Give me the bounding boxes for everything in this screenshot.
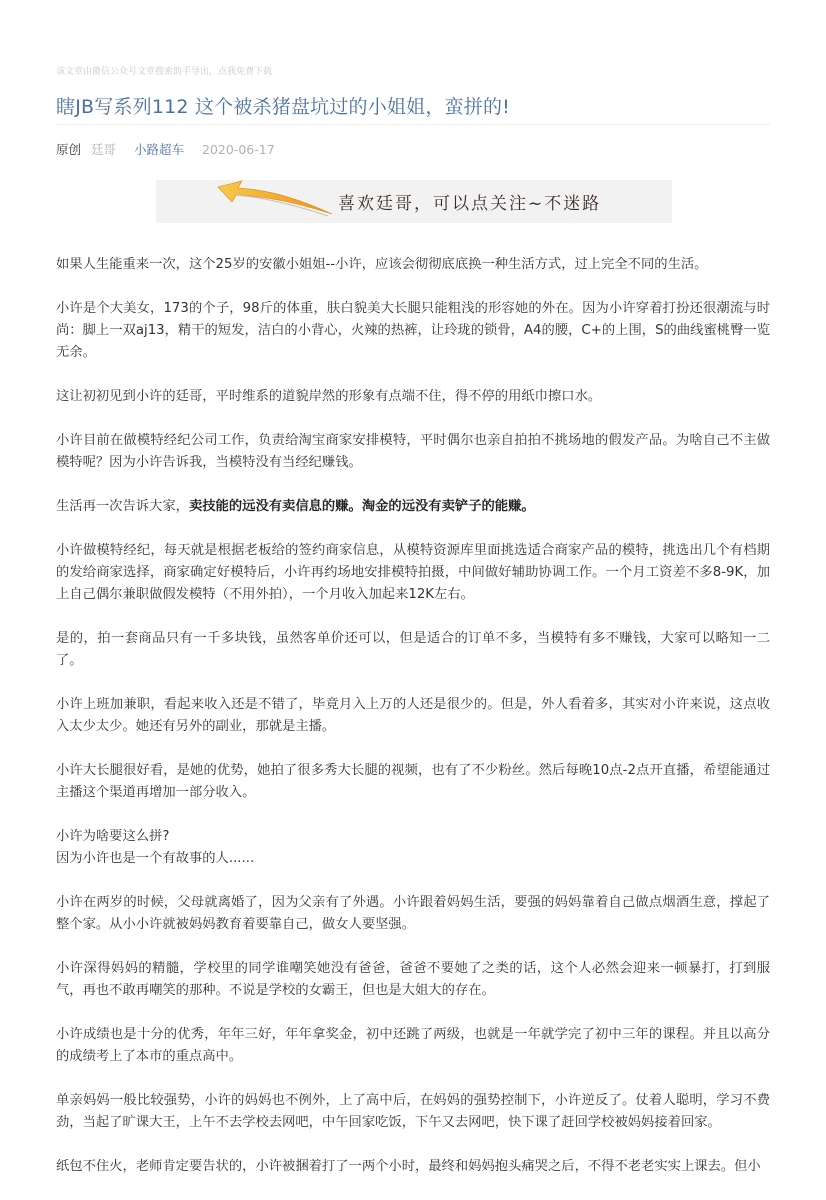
paragraph: 如果人生能重来一次，这个25岁的安徽小姐姐--小许，应该会彻彻底底换一种生活方式，过上完全不同的生活。 xyxy=(56,257,708,272)
article-meta xyxy=(56,140,283,158)
publish-date: 2020-06-17 xyxy=(202,142,275,157)
paragraph: 单亲妈妈一般比较强势，小许的妈妈也不例外，上了高中后，在妈妈的强势控制下，小许逆反了。仗着人聪明，学习不费劲，当起了旷课大王，上午不去学校去网吧，中午回家吃饭，下午又去网吧，快下课了赶回学校被妈妈接着回家。 xyxy=(56,1093,770,1130)
article-title: 瞎JB写系列112 这个被杀猪盘坑过的小姐姐，蛮拼的! xyxy=(56,96,510,118)
paragraph: 小许是个大美女，173的个子，98斤的体重，肤白貌美大长腿只能粗浅的形容她的外在。因为小许穿着打扮还很潮流与时尚：脚上一双aj13，精干的短发，洁白的小背心，火辣的热裤，让玲珑的锁骨，A4的腰，C+的上围，S的曲线蜜桃臀一览无余。 xyxy=(56,301,770,360)
follow-banner xyxy=(156,180,672,223)
banner-text: 喜欢廷哥，可以点关注~不迷路 xyxy=(338,194,602,214)
paragraph: 是的，拍一套商品只有一千多块钱，虽然客单价还可以，但是适合的订单不多，当模特有多不赚钱，大家可以略知一二了。 xyxy=(56,631,770,668)
paragraph: 纸包不住火，老师肯定要告状的，小许被捆着打了一两个小时，最终和妈妈抱头痛哭之后，不得不老老实实上课去。但小 xyxy=(56,1159,761,1174)
paragraph: 小许上班加兼职，看起来收入还是不错了，毕竟月入上万的人还是很少的。但是，外人看着多，其实对小许来说，这点收入太少太少。她还有另外的副业，那就是主播。 xyxy=(56,697,770,734)
paragraph: 因为小许也是一个有故事的人...... xyxy=(56,851,255,866)
account-link[interactable]: 小路超车 xyxy=(134,142,185,157)
paragraph-text: 生活再一次告诉大家， xyxy=(56,499,189,514)
paragraph: 小许为啥要这么拼? xyxy=(56,829,170,844)
author-name: 廷哥 xyxy=(91,142,117,157)
title-divider xyxy=(56,124,770,125)
paragraph: 小许目前在做模特经纪公司工作，负责给淘宝商家安排模特，平时偶尔也亲自拍拍不挑场地的假发产品。为啥自己不主做模特呢？因为小许告诉我，当模特没有当经纪赚钱。 xyxy=(56,433,770,470)
highlight-text: 卖技能的远没有卖信息的赚。淘金的远没有卖铲子的能赚。 xyxy=(188,499,535,514)
paragraph: 小许深得妈妈的精髓，学校里的同学谁嘲笑她没有爸爸，爸爸不要她了之类的话，这个人必然会迎来一顿暴打，打到服气，再也不敢再嘲笑的那种。不说是学校的女霸王，但也是大姐大的存在。 xyxy=(56,961,770,998)
article-body xyxy=(56,254,770,1200)
paragraph xyxy=(56,496,770,518)
export-note-link[interactable]: 该文章由微信公众号文章搜索助手导出，点我免费下载 xyxy=(56,67,273,77)
paragraph: 小许大长腿很好看，是她的优势，她拍了很多秀大长腿的视频，也有了不少粉丝。然后每晚10点-2点开直播，希望能通过主播这个渠道再增加一部分收入。 xyxy=(56,763,770,800)
paragraph: 小许成绩也是十分的优秀，年年三好，年年拿奖金，初中还跳了两级，也就是一年就学完了初中三年的课程。并且以高分的成绩考上了本市的重点高中。 xyxy=(56,1027,770,1064)
original-badge: 原创 xyxy=(56,142,82,157)
paragraph: 这让初初见到小许的廷哥，平时维系的道貌岸然的形象有点端不住，得不停的用纸巾擦口水。 xyxy=(56,389,602,404)
paragraph: 小许在两岁的时候，父母就离婚了，因为父亲有了外遇。小许跟着妈妈生活，要强的妈妈靠着自己做点烟酒生意，撑起了整个家。从小小许就被妈妈教育着要靠自己，做女人要坚强。 xyxy=(56,895,770,932)
paragraph: 小许做模特经纪，每天就是根据老板给的签约商家信息，从模特资源库里面挑选适合商家产品的模特，挑选出几个有档期的发给商家选择，商家确定好模特后，小许再约场地安排模特拍摄，中间做好辅助协调工作。一个月工资差不多8-9K，加上自己偶尔兼职做假发模特（不用外拍），一个月收入加起来12K左右。 xyxy=(56,543,770,602)
